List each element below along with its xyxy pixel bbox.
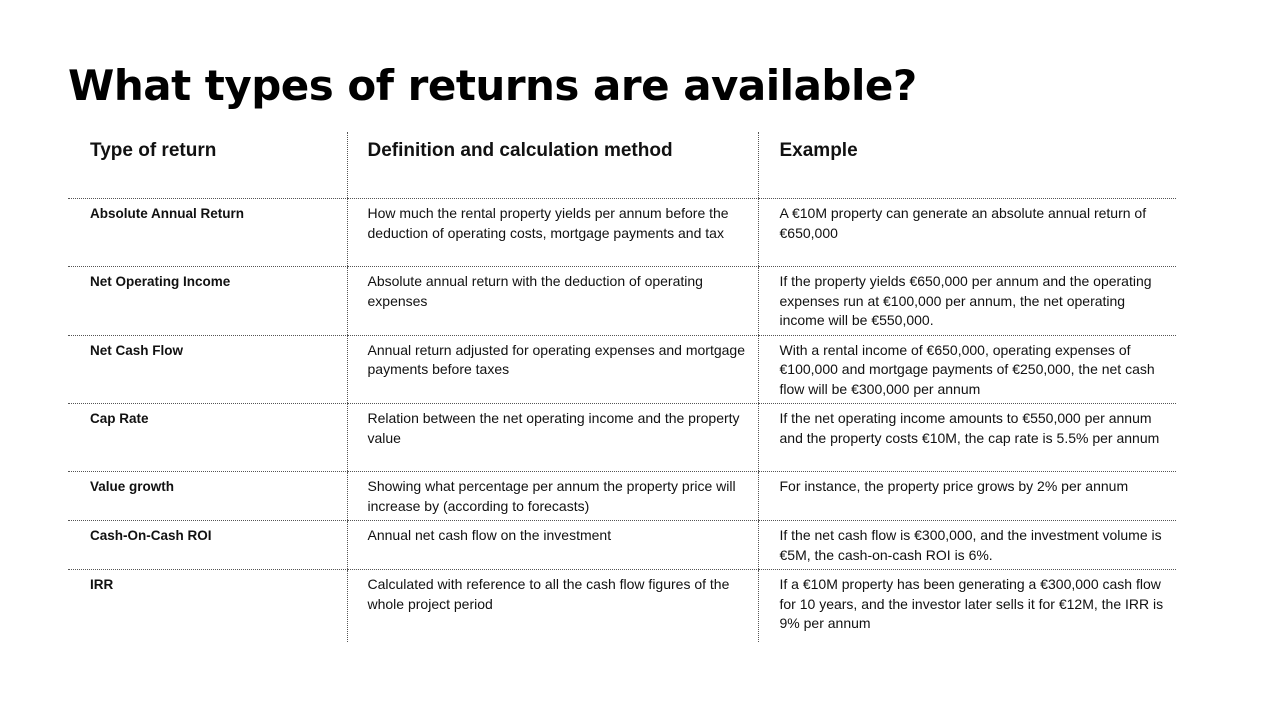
definition-cell: Annual return adjusted for operating expenses and mortgage payments before taxes	[347, 335, 758, 404]
header-type-of-return: Type of return	[68, 132, 347, 199]
table-row	[68, 472, 1176, 521]
example-cell: If a €10M property has been generating a €300,000 cash flow for 10 years, and the investor later sells it for €12M, the IRR is 9% per annum	[758, 570, 1176, 642]
return-type-cell: Cash-On-Cash ROI	[68, 521, 347, 570]
table-row	[68, 267, 1176, 336]
example-cell: For instance, the property price grows by 2% per annum	[758, 472, 1176, 521]
definition-cell: How much the rental property yields per annum before the deduction of operating costs, mortgage payments and tax	[347, 199, 758, 267]
return-type-cell: Net Cash Flow	[68, 335, 347, 404]
table-row	[68, 404, 1176, 472]
table-header-row	[68, 132, 1176, 199]
table-row	[68, 199, 1176, 267]
definition-cell: Showing what percentage per annum the property price will increase by (according to forecasts)	[347, 472, 758, 521]
return-type-cell: Cap Rate	[68, 404, 347, 472]
example-cell: A €10M property can generate an absolute annual return of €650,000	[758, 199, 1176, 267]
example-cell: With a rental income of €650,000, operating expenses of €100,000 and mortgage payments of €250,000, the net cash flow will be €300,000 per annum	[758, 335, 1176, 404]
header-example: Example	[758, 132, 1176, 199]
return-type-cell: Absolute Annual Return	[68, 199, 347, 267]
example-cell: If the net operating income amounts to €550,000 per annum and the property costs €10M, the cap rate is 5.5% per annum	[758, 404, 1176, 472]
return-type-cell: IRR	[90, 577, 114, 592]
slide-title: What types of returns are available?	[68, 61, 917, 110]
definition-cell: Annual net cash flow on the investment	[347, 521, 758, 570]
table-row	[68, 335, 1176, 404]
example-cell: If the property yields €650,000 per annum and the operating expenses run at €100,000 per annum, the net operating income will be €550,000.	[758, 267, 1176, 336]
definition-cell: Absolute annual return with the deduction of operating expenses	[347, 267, 758, 336]
definition-cell: Calculated with reference to all the cash flow figures of the whole project period	[347, 570, 758, 642]
return-type-cell: Net Operating Income	[68, 267, 347, 336]
header-definition: Definition and calculation method	[347, 132, 758, 199]
returns-table	[68, 132, 1176, 642]
definition-cell: Relation between the net operating income and the property value	[347, 404, 758, 472]
table-row	[68, 570, 1176, 642]
example-cell: If the net cash flow is €300,000, and the investment volume is €5M, the cash-on-cash ROI is 6%.	[758, 521, 1176, 570]
return-type-cell: Value growth	[68, 472, 347, 521]
table-row	[68, 521, 1176, 570]
